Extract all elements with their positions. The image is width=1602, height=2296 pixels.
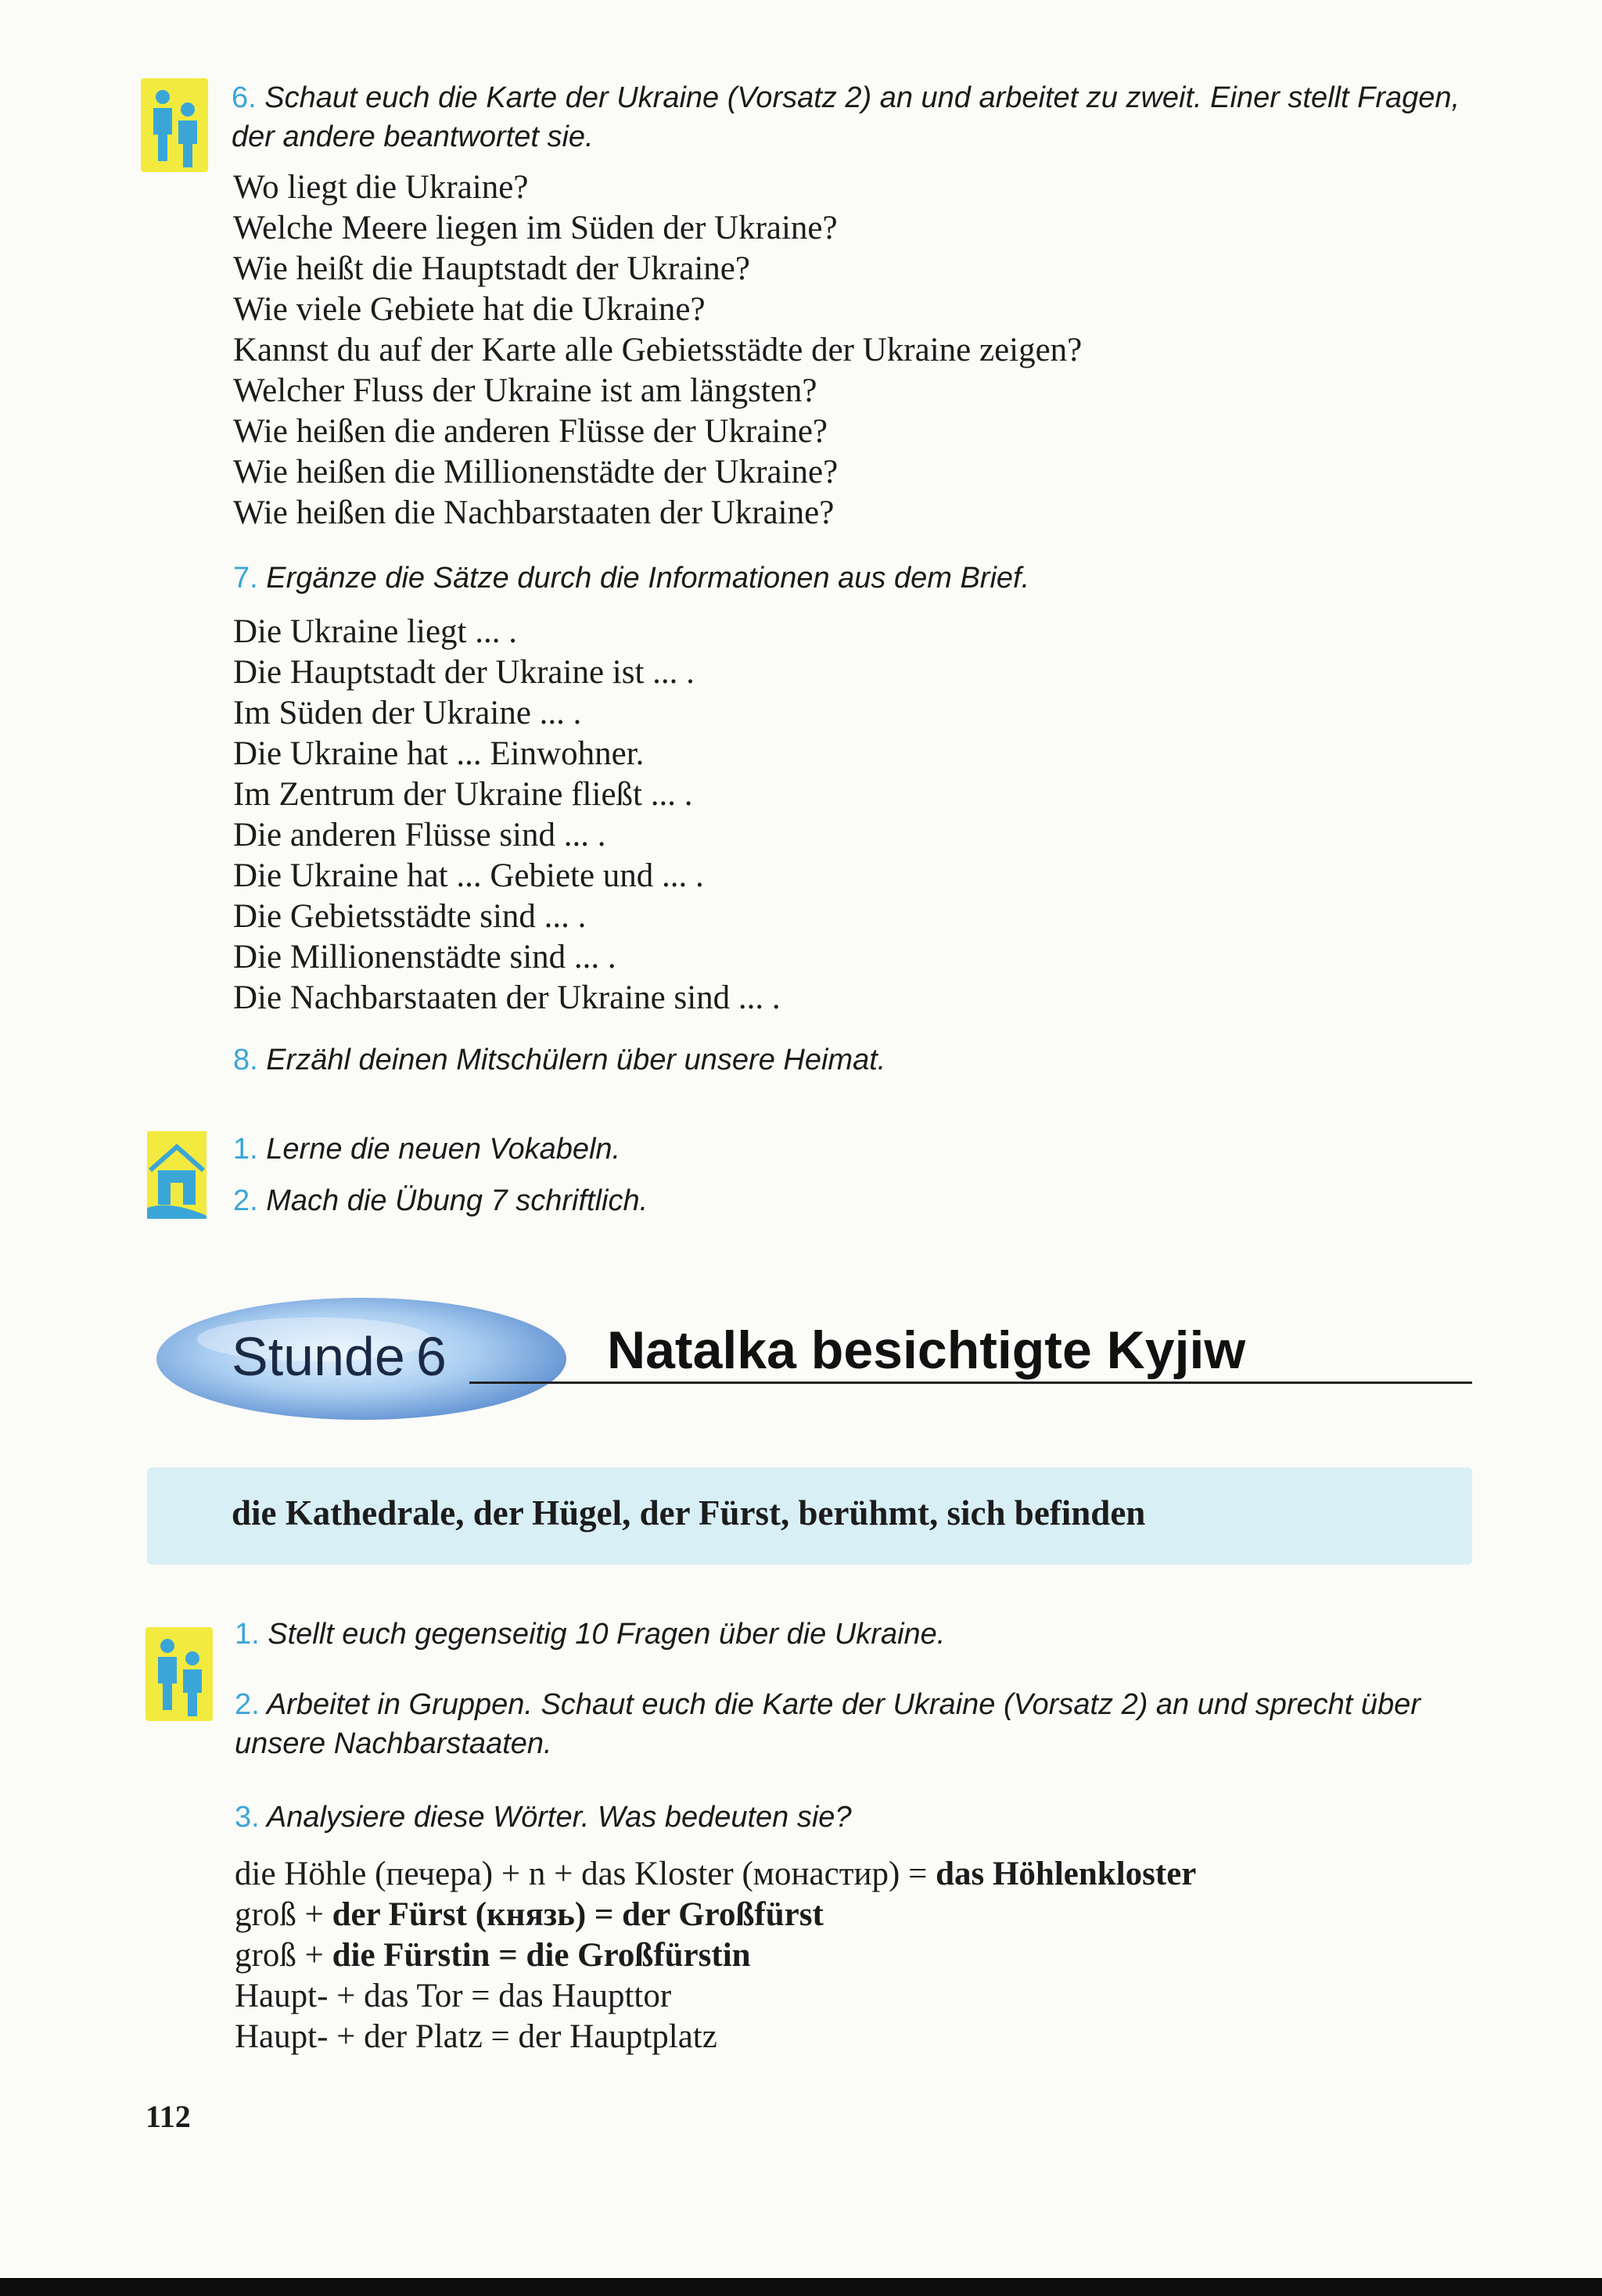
exercise-number: 3. (235, 1801, 260, 1834)
exercise-8-instruction (233, 1040, 885, 1080)
instruction-text: Schaut euch die Karte der Ukraine (Vorsatz 2) an und arbeitet zu zweit. Einer stellt Fragen, der andere beantwortet sie. (232, 81, 1460, 153)
homework-text: Mach die Übung 7 schriftlich. (266, 1184, 648, 1217)
homework-number: 1. (233, 1133, 258, 1166)
instruction-text: Erzähl deinen Mitschülern über unsere Heimat. (266, 1044, 886, 1076)
exercise-7-sentences (233, 612, 781, 1019)
sentence-line: Die anderen Flüsse sind ... . (233, 817, 606, 853)
word-row: groß + der Fürst (князь) = der Großfürst (235, 1896, 824, 1933)
scan-edge (0, 2278, 1602, 2296)
pair-work-icon (141, 78, 208, 172)
lesson-label: Stunde 6 (232, 1326, 447, 1387)
instruction-text: Analysiere diese Wörter. Was bedeuten sie? (266, 1801, 852, 1834)
page-number: 112 (145, 2099, 191, 2134)
homework-item (233, 1123, 648, 1175)
lesson6-exercise-3 (235, 1798, 852, 1837)
question-line: Wo liegt die Ukraine? (233, 169, 529, 206)
question-line: Wie heißen die anderen Flüsse der Ukraine? (233, 413, 828, 450)
word-row: die Höhle (печера) + n + das Kloster (монастир) = das Höhlenkloster (235, 1856, 1197, 1892)
sentence-line: Im Zentrum der Ukraine fließt ... . (233, 776, 693, 813)
exercise-number: 7. (233, 562, 258, 595)
sentence-line: Die Hauptstadt der Ukraine ist ... . (233, 654, 695, 691)
lesson-number: 6 (415, 1326, 447, 1387)
question-line: Welcher Fluss der Ukraine ist am längsten? (233, 372, 817, 409)
homework-item (233, 1175, 648, 1227)
question-line: Wie heißen die Millionenstädte der Ukraine? (233, 454, 839, 490)
word-analysis-list (235, 1854, 1196, 2057)
word-row: Haupt- + das Tor = das Haupttor (235, 1978, 672, 2014)
title-underline (469, 1382, 1472, 1384)
vocabulary-text: die Kathedrale, der Hügel, der Fürst, berühmt, sich befinden (232, 1493, 1146, 1532)
lesson6-exercise-2 (235, 1685, 1486, 1763)
question-line: Kannst du auf der Karte alle Gebietsstädte der Ukraine zeigen? (233, 332, 1083, 368)
exercise-6-instruction (232, 78, 1483, 156)
pair-work-icon (145, 1627, 213, 1721)
lesson6-exercise-1 (235, 1615, 945, 1654)
question-line: Welche Meere liegen im Süden der Ukraine? (233, 210, 838, 246)
homework-text: Lerne die neuen Vokabeln. (266, 1133, 621, 1166)
exercise-number: 2. (235, 1688, 260, 1721)
homework-number: 2. (233, 1184, 258, 1217)
instruction-text: Arbeitet in Gruppen. Schaut euch die Karte der Ukraine (Vorsatz 2) an und sprecht über unsere Nachbarstaaten. (235, 1688, 1421, 1760)
sentence-line: Die Ukraine liegt ... . (233, 613, 518, 650)
exercise-6-questions (233, 167, 1082, 534)
instruction-text: Stellt euch gegenseitig 10 Fragen über die Ukraine. (268, 1618, 946, 1651)
sentence-line: Die Millionenstädte sind ... . (233, 939, 616, 976)
question-line: Wie heißen die Nachbarstaaten der Ukraine? (233, 494, 835, 531)
sentence-line: Die Nachbarstaaten der Ukraine sind ... . (233, 979, 781, 1016)
instruction-text: Ergänze die Sätze durch die Informationen aus dem Brief. (266, 562, 1030, 595)
homework-list (233, 1123, 648, 1227)
question-line: Wie heißt die Hauptstadt der Ukraine? (233, 250, 750, 287)
house-icon (142, 1126, 211, 1223)
sentence-line: Die Ukraine hat ... Einwohner. (233, 735, 645, 772)
sentence-line: Die Gebietsstädte sind ... . (233, 898, 587, 935)
sentence-line: Im Süden der Ukraine ... . (233, 695, 582, 731)
exercise-number: 8. (233, 1044, 258, 1076)
word-row: Haupt- + der Platz = der Hauptplatz (235, 2018, 717, 2055)
exercise-number: 1. (235, 1618, 260, 1651)
lesson-title: Natalka besichtigte Kyjiw (607, 1320, 1246, 1380)
exercise-number: 6. (232, 81, 257, 114)
question-line: Wie viele Gebiete hat die Ukraine? (233, 291, 706, 328)
sentence-line: Die Ukraine hat ... Gebiete und ... . (233, 857, 704, 894)
exercise-7-instruction (233, 559, 1029, 598)
word-row: groß + die Fürstin = die Großfürstin (235, 1937, 751, 1974)
